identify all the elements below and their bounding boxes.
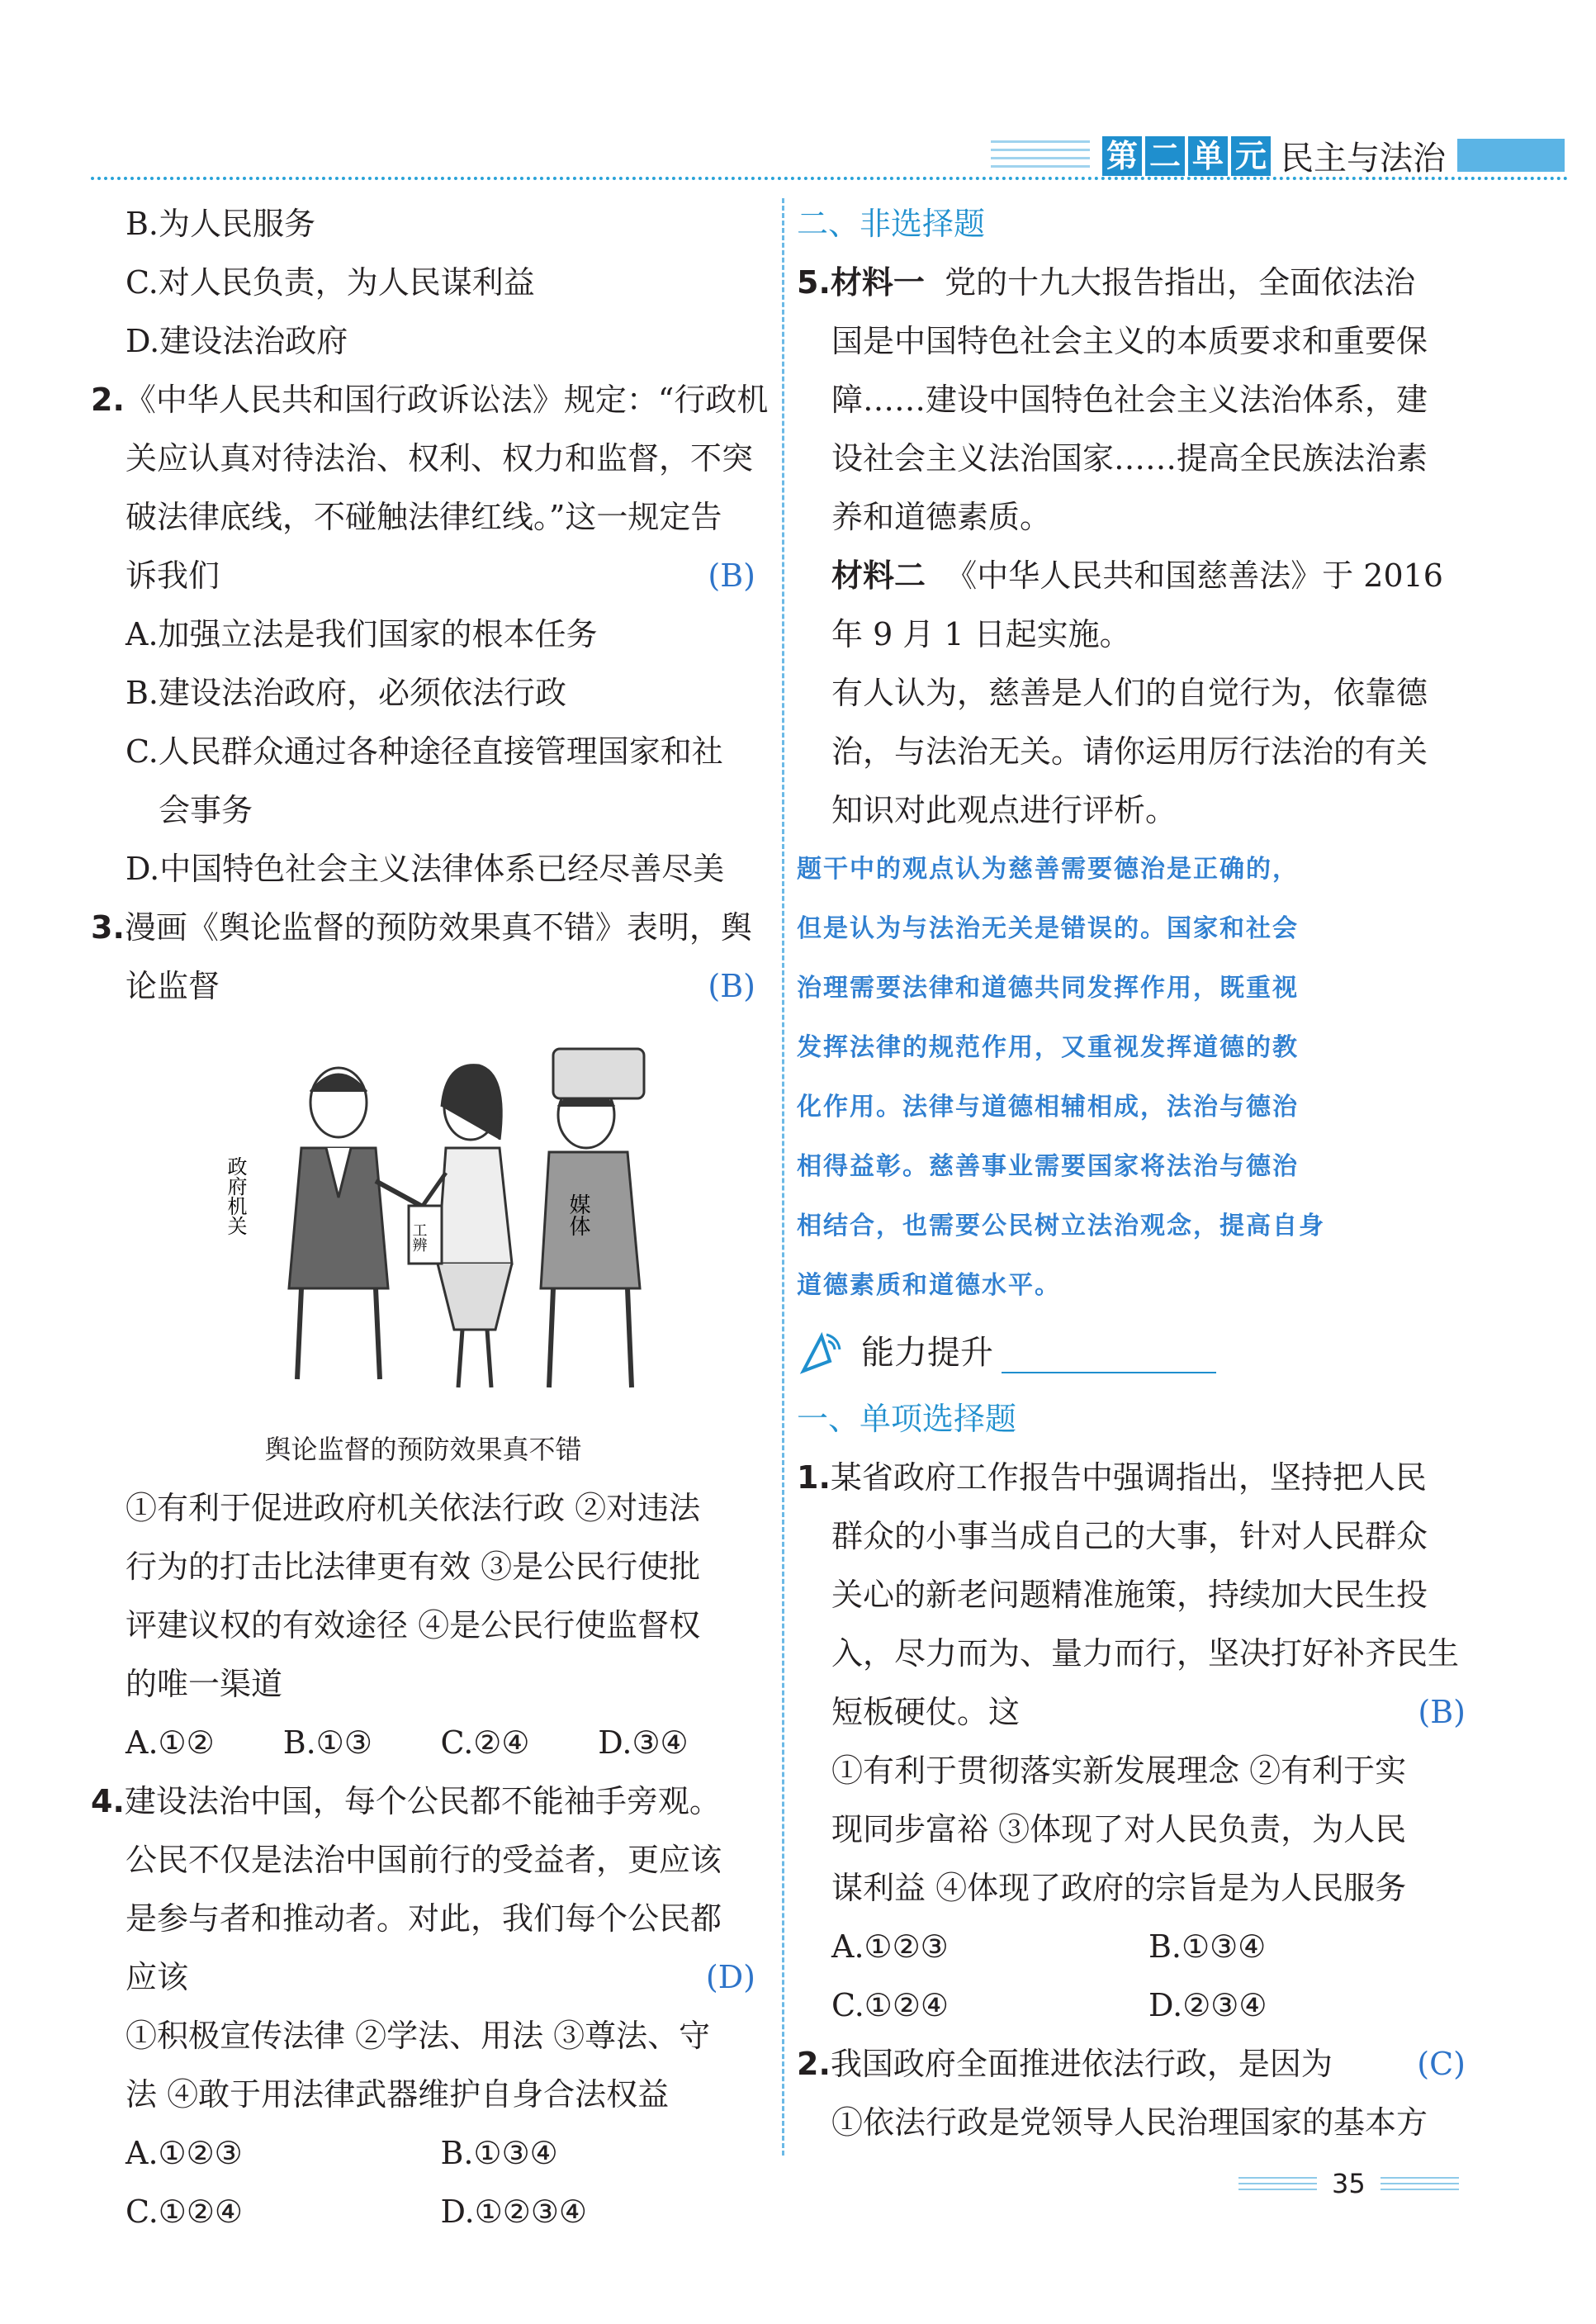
material-line: 设社会主义法治国家……提高全民族法治素 (831, 440, 1428, 477)
material-line: 国是中国特色社会主义的本质要求和重要保 (831, 323, 1428, 359)
option: B.建设法治政府，必须依法行政 (126, 675, 567, 711)
label-government: 政府机关 (224, 1156, 247, 1236)
question-line: 公民不仅是法治中国前行的受益者，更应该 (126, 1842, 722, 1878)
option: B.①③④ (440, 2135, 558, 2171)
answer-mark: (B) (708, 968, 755, 1004)
ability-heading (797, 1316, 1466, 1390)
question-2-right: 2.我国政府全面推进依法行政，是因为 (C) (797, 2035, 1466, 2094)
option: C.①②④ (831, 1987, 949, 2023)
answer-mark: (B) (708, 557, 755, 594)
option: A.①② (126, 1724, 215, 1761)
statement: 行为的打击比法律更有效 ③是公民行使批 (126, 1549, 701, 1585)
statement: ①依法行政是党领导人民治理国家的基本方 (831, 2104, 1428, 2141)
unit-char: 二 (1145, 136, 1185, 176)
question-1: 1.某省政府工作报告中强调指出，坚持把人民 (797, 1459, 1427, 1496)
cartoon-illustration (91, 1016, 755, 1420)
header-decor-lines (991, 140, 1090, 173)
question-line: 短板硬仗。这 (B) (797, 1683, 1466, 1742)
cartoon-drawing (91, 1016, 755, 1420)
question-line: 入，尽力而为、量力而行，坚决打好补齐民生 (831, 1635, 1460, 1672)
option: C.对人民负责，为人民谋利益 (126, 264, 535, 301)
unit-char: 元 (1231, 136, 1271, 176)
material-line: 年 9 月 1 日起实施。 (831, 616, 1131, 652)
option: D.②③④ (1148, 1987, 1267, 2023)
option: B.①③ (282, 1724, 372, 1761)
statement: ①有利于促进政府机关依法行政 ②对违法 (126, 1490, 701, 1526)
question-line: 应该 (D) (91, 1948, 755, 2007)
ability-title: 能力提升 (861, 1333, 993, 1372)
statement: ①积极宣传法律 ②学法、用法 ③尊法、守 (126, 2018, 711, 2054)
option: B.为人民服务 (126, 206, 316, 242)
option: C.①②④ (126, 2194, 243, 2230)
statement: 现同步富裕 ③体现了对人民负责，为人民 (831, 1811, 1407, 1847)
question-line: 关心的新老问题精准施策，持续加大民生投 (831, 1577, 1428, 1613)
right-column (797, 195, 1466, 2152)
option: A.①②③ (126, 2135, 243, 2171)
question-line: 关应认真对待法治、权利、权力和监督，不突 (126, 440, 754, 477)
options-row (797, 1918, 1466, 1976)
unit-title (1102, 132, 1446, 179)
satellite-icon (797, 1328, 846, 1378)
question-line: 群众的小事当成自己的大事，针对人民群众 (831, 1518, 1428, 1554)
material-line: 养和道德素质。 (831, 499, 1052, 535)
answer-mark: (B) (1418, 1694, 1466, 1730)
left-column (91, 195, 769, 2241)
option: D.③④ (598, 1724, 689, 1761)
statement: ①有利于贯彻落实新发展理念 ②有利于实 (831, 1752, 1407, 1789)
unit-char: 第 (1102, 136, 1142, 176)
option: D.①②③④ (440, 2194, 587, 2230)
option: D.建设法治政府 (126, 323, 348, 359)
header-dotted-rule (91, 177, 1569, 180)
page-number: 35 (1332, 2168, 1366, 2199)
handwritten-answer: 题干中的观点认为慈善需要德治是正确的， 但是认为与法治无关是错误的。国家和社会 治理需要法律和道德共同发挥作用，既重视 发挥法律的规范作用，又重视发挥道德的教 化作用。法律与道德相辅相成，法治与德治 相得益彰。慈善事业需要国家将法治与德治 相结合，也需要公民树立法治观念，提高自身 道德素质和道德水平。 (797, 855, 1325, 1300)
statement: 的唯一渠道 (126, 1666, 283, 1702)
option: B.①③④ (1148, 1928, 1267, 1965)
question-2: 2.《中华人民共和国行政诉讼法》规定：“行政机 (91, 382, 769, 418)
options-row (91, 2183, 755, 2241)
option: A.①②③ (831, 1928, 949, 1965)
question-line: 诉我们 (B) (91, 547, 755, 605)
option: C.人民群众通过各种途径直接管理国家和社 (126, 733, 723, 770)
label-card: 工辨 (410, 1222, 428, 1252)
material-2: 材料二 《中华人民共和国慈善法》于 2016 (831, 557, 1443, 594)
question-line: 是参与者和推动者。对此，我们每个公民都 (126, 1900, 722, 1937)
statement: 谋利益 ④体现了政府的宗旨是为人民服务 (831, 1870, 1407, 1906)
question-line: 论监督 (B) (91, 957, 755, 1016)
answer-mark: (C) (1417, 2046, 1466, 2082)
heading-underline (1002, 1372, 1216, 1373)
options-row (91, 1714, 755, 1772)
statement: 评建议权的有效途径 ④是公民行使监督权 (126, 1607, 701, 1643)
material-line: 障……建设中国特色社会主义法治体系，建 (831, 382, 1428, 418)
option: 会事务 (159, 792, 253, 828)
column-divider (782, 198, 784, 2156)
question-3: 3.漫画《舆论监督的预防效果真不错》表明，舆 (91, 909, 752, 946)
header-color-bar (1457, 139, 1565, 172)
label-media: 媒体 (566, 1193, 590, 1236)
figure-caption: 舆论监督的预防效果真不错 (264, 1434, 582, 1465)
footer-lines-left (1238, 2177, 1317, 2190)
unit-subtitle: 民主与法治 (1281, 140, 1446, 178)
section-heading: 一、单项选择题 (797, 1401, 1017, 1437)
unit-char: 单 (1188, 136, 1228, 176)
answer-mark: (D) (705, 1959, 755, 1995)
question-line: 知识对此观点进行评析。 (831, 792, 1177, 828)
question-line: 破法律底线，不碰触法律红线。”这一规定告 (126, 499, 722, 535)
question-line: 治，与法治无关。请你运用厉行法治的有关 (831, 733, 1428, 770)
options-row (91, 2124, 755, 2183)
question-5: 5.材料一 党的十九大报告指出，全面依法治 (797, 264, 1416, 301)
question-4: 4.建设法治中国，每个公民都不能袖手旁观。 (91, 1783, 721, 1819)
option: C.②④ (440, 1724, 530, 1761)
section-heading: 二、非选择题 (797, 206, 986, 242)
statement: 法 ④敢于用法律武器维护自身合法权益 (126, 2076, 670, 2113)
option: A.加强立法是我们国家的根本任务 (126, 616, 598, 652)
footer-lines-right (1381, 2177, 1459, 2190)
question-line: 有人认为，慈善是人们的自觉行为，依靠德 (831, 675, 1428, 711)
options-row (797, 1976, 1466, 2035)
page-footer (1238, 2168, 1459, 2199)
option: D.中国特色社会主义法律体系已经尽善尽美 (126, 851, 725, 887)
